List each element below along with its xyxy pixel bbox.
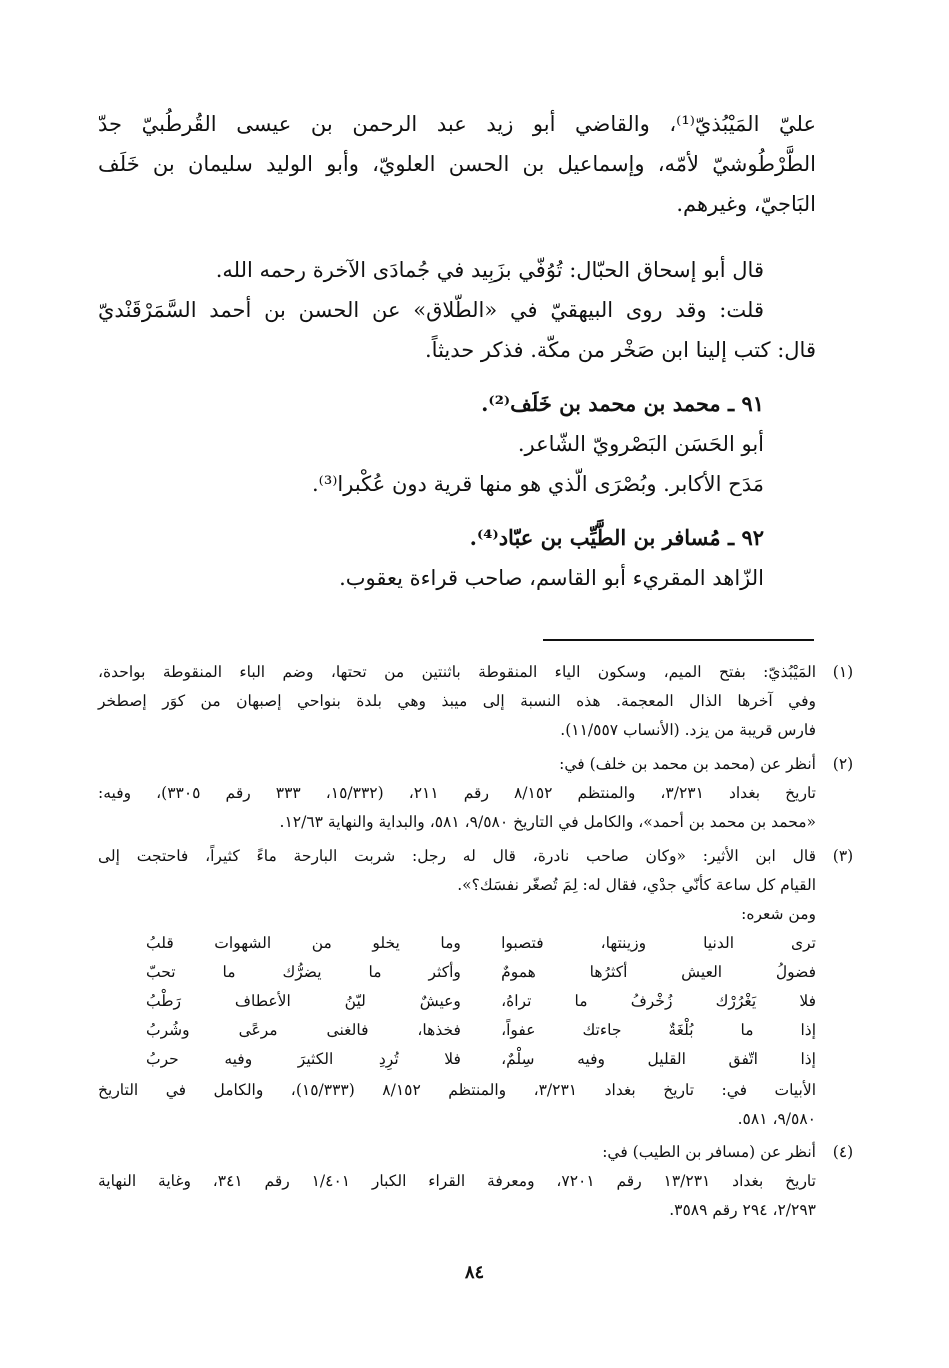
footnote-number: (٣) [832, 847, 854, 865]
footnote-line: تاريخ بغداد ٣/٢٣١، والمنتظم ٨/١٥٢ رقم ٢١١، (١٥/٣٣٢، ٣٣٣ رقم ٣٣٠٥)، وفيه: [98, 784, 816, 802]
verse-first-hemistich: إذا ما بُلْغَةٌ جاءتك عفواً، [501, 1021, 816, 1039]
footnote-line: ومن شعره: [741, 905, 816, 923]
verse-first-hemistich: فضولُ العيش أكثرُها همومٌ [501, 963, 816, 981]
intro-paragraph [98, 104, 816, 224]
verse-second-hemistich: وأكثر ما يضرُّك ما تحبّ [146, 963, 461, 981]
text-line: الطَّرْطُوشيّ لأمّه، وإسماعيل بن الحسن العلويّ، وأبو الوليد سليمان بن خَلَف [98, 152, 816, 176]
page-number: ٨٤ [464, 1262, 485, 1283]
footnote-line: أنظر عن (مسافر بن الطيب) في: [602, 1143, 816, 1161]
poem-verses [146, 929, 816, 1074]
entry-92-heading: ٩٢ ـ مُسافر بن الطَّيِّب بن عبّاد⁽⁴⁾. [469, 525, 764, 550]
footnote-line: قال ابن الأثير: «وكان صاحب نادرة، قال له رجل: شربت البارحة ماءً كثيراً، فاحتجت إلى [98, 847, 816, 865]
quote-bayhaqi-continued [98, 330, 816, 370]
footnote-line: القيام كل ساعة كأنّي جدْي، فقال له: لِمَ تُصغّر نفسَك؟». [457, 876, 816, 894]
footnote-line: ٩/٥٨٠، ٥٨١. [737, 1110, 816, 1128]
text-line: قال أبو إسحاق الحبّال: تُوُفّي بزَبِيد في جُمادَى الآخرة رحمه الله. [215, 258, 764, 282]
footnote-2 [98, 750, 854, 837]
verse-first-hemistich: ترى الدنيا وزينتها، فتصبوا [501, 934, 816, 952]
text-line: البَاجيّ، وغيرهم. [676, 192, 816, 216]
footnote-separator [543, 639, 814, 641]
footnote-line: وفي آخرها الذال المعجمة. هذه النسبة إلى ميبذ وهي بلدة بنواحي إصبهان من كوَر إصطخر [98, 692, 816, 710]
verse-second-hemistich: وعيشٌ ليّنُ الأعطاف رَطْبُ [146, 992, 461, 1010]
entry-91 [98, 384, 764, 504]
footnote-3-sources [98, 1076, 816, 1134]
footnote-line: فارس قريبة من يزد. (الأنساب ١١/٥٥٧). [560, 721, 816, 739]
verse-row [146, 987, 816, 1016]
verse-row [146, 1016, 816, 1045]
verse-first-hemistich: إذا اتّفق القليل وفيه سِلْمٌ، [501, 1050, 816, 1068]
footnote-line: أنظر عن (محمد بن محمد بن خلف) في: [559, 755, 816, 773]
footnote-line: الأبيات في: تاريخ بغداد ٣/٢٣١، والمنتظم ٨/١٥٢ (١٥/٣٣٣)، والكامل في التاريخ [98, 1081, 817, 1099]
verse-row [146, 929, 816, 958]
text-line: قال: كتب إلينا ابن صَخْر من مكّة. فذكر حديثاً. [425, 338, 816, 362]
footnote-number: (١) [832, 663, 854, 681]
footnote-number: (٤) [832, 1143, 854, 1161]
verse-second-hemistich: فلا تُرِدِ الكثيرَ وفيه حربُ [146, 1050, 461, 1068]
entry-92 [98, 518, 764, 598]
verse-row [146, 1045, 816, 1074]
text-line: قلت: وقد روى البيهقيّ في «الطّلاق» عن الحسن بن أحمد السَّمَرْقَنْديّ [98, 298, 764, 322]
verse-row [146, 958, 816, 987]
text-line: الزّاهد المقريء أبو القاسم، صاحب قراءة يعقوب. [339, 566, 764, 590]
footnote-line: تاريخ بغداد ١٣/٢٣١ رقم ٧٢٠١، ومعرفة القراء الكبار ١/٤٠١ رقم ٣٤١، وغاية النهاية [98, 1172, 816, 1190]
quote-bayhaqi [98, 290, 764, 330]
footnote-3 [98, 842, 854, 929]
text-line: أبو الحَسَن البَصْرويّ الشّاعر. [517, 432, 764, 456]
footnote-line: المَيْبُذيّ: بفتح الميم، وسكون الياء المنقوطة باثنتين من تحتها، وضم الباء المنقوطة بواحدة، [98, 663, 816, 681]
footnote-4 [98, 1138, 854, 1225]
verse-second-hemistich: فخذها، فالغنى مرعًى وشُربُ [146, 1021, 461, 1039]
text-line: مَدَح الأكابر. وبُصْرَى الّذي هو منها قرية دون عُكْبرا⁽³⁾. [312, 472, 764, 496]
entry-91-heading: ٩١ ـ محمد بن محمد بن خَلَف⁽²⁾. [481, 391, 764, 416]
text-line: عليّ المَيْبُذيّ⁽¹⁾، والقاضي أبو زيد عبد الرحمن بن عيسى القُرطُبيّ جدّ [98, 112, 816, 136]
verse-first-hemistich: فلا يَغْرُرْك زُخْرفُ ما تراهُ، [501, 992, 816, 1010]
footnote-line: ٢/٢٩٣، ٢٩٤ رقم ٣٥٨٩. [669, 1201, 816, 1219]
footnote-line: «محمد بن محمد بن أحمد»، والكامل في التاريخ ٩/٥٨٠، ٥٨١، والبداية والنهاية ١٢/٦٣. [279, 813, 816, 831]
footnote-1 [98, 658, 854, 745]
verse-second-hemistich: وما يخلو من الشهوات قلبُ [146, 934, 461, 952]
footnote-number: (٢) [832, 755, 854, 773]
quote-habbal [98, 250, 764, 290]
